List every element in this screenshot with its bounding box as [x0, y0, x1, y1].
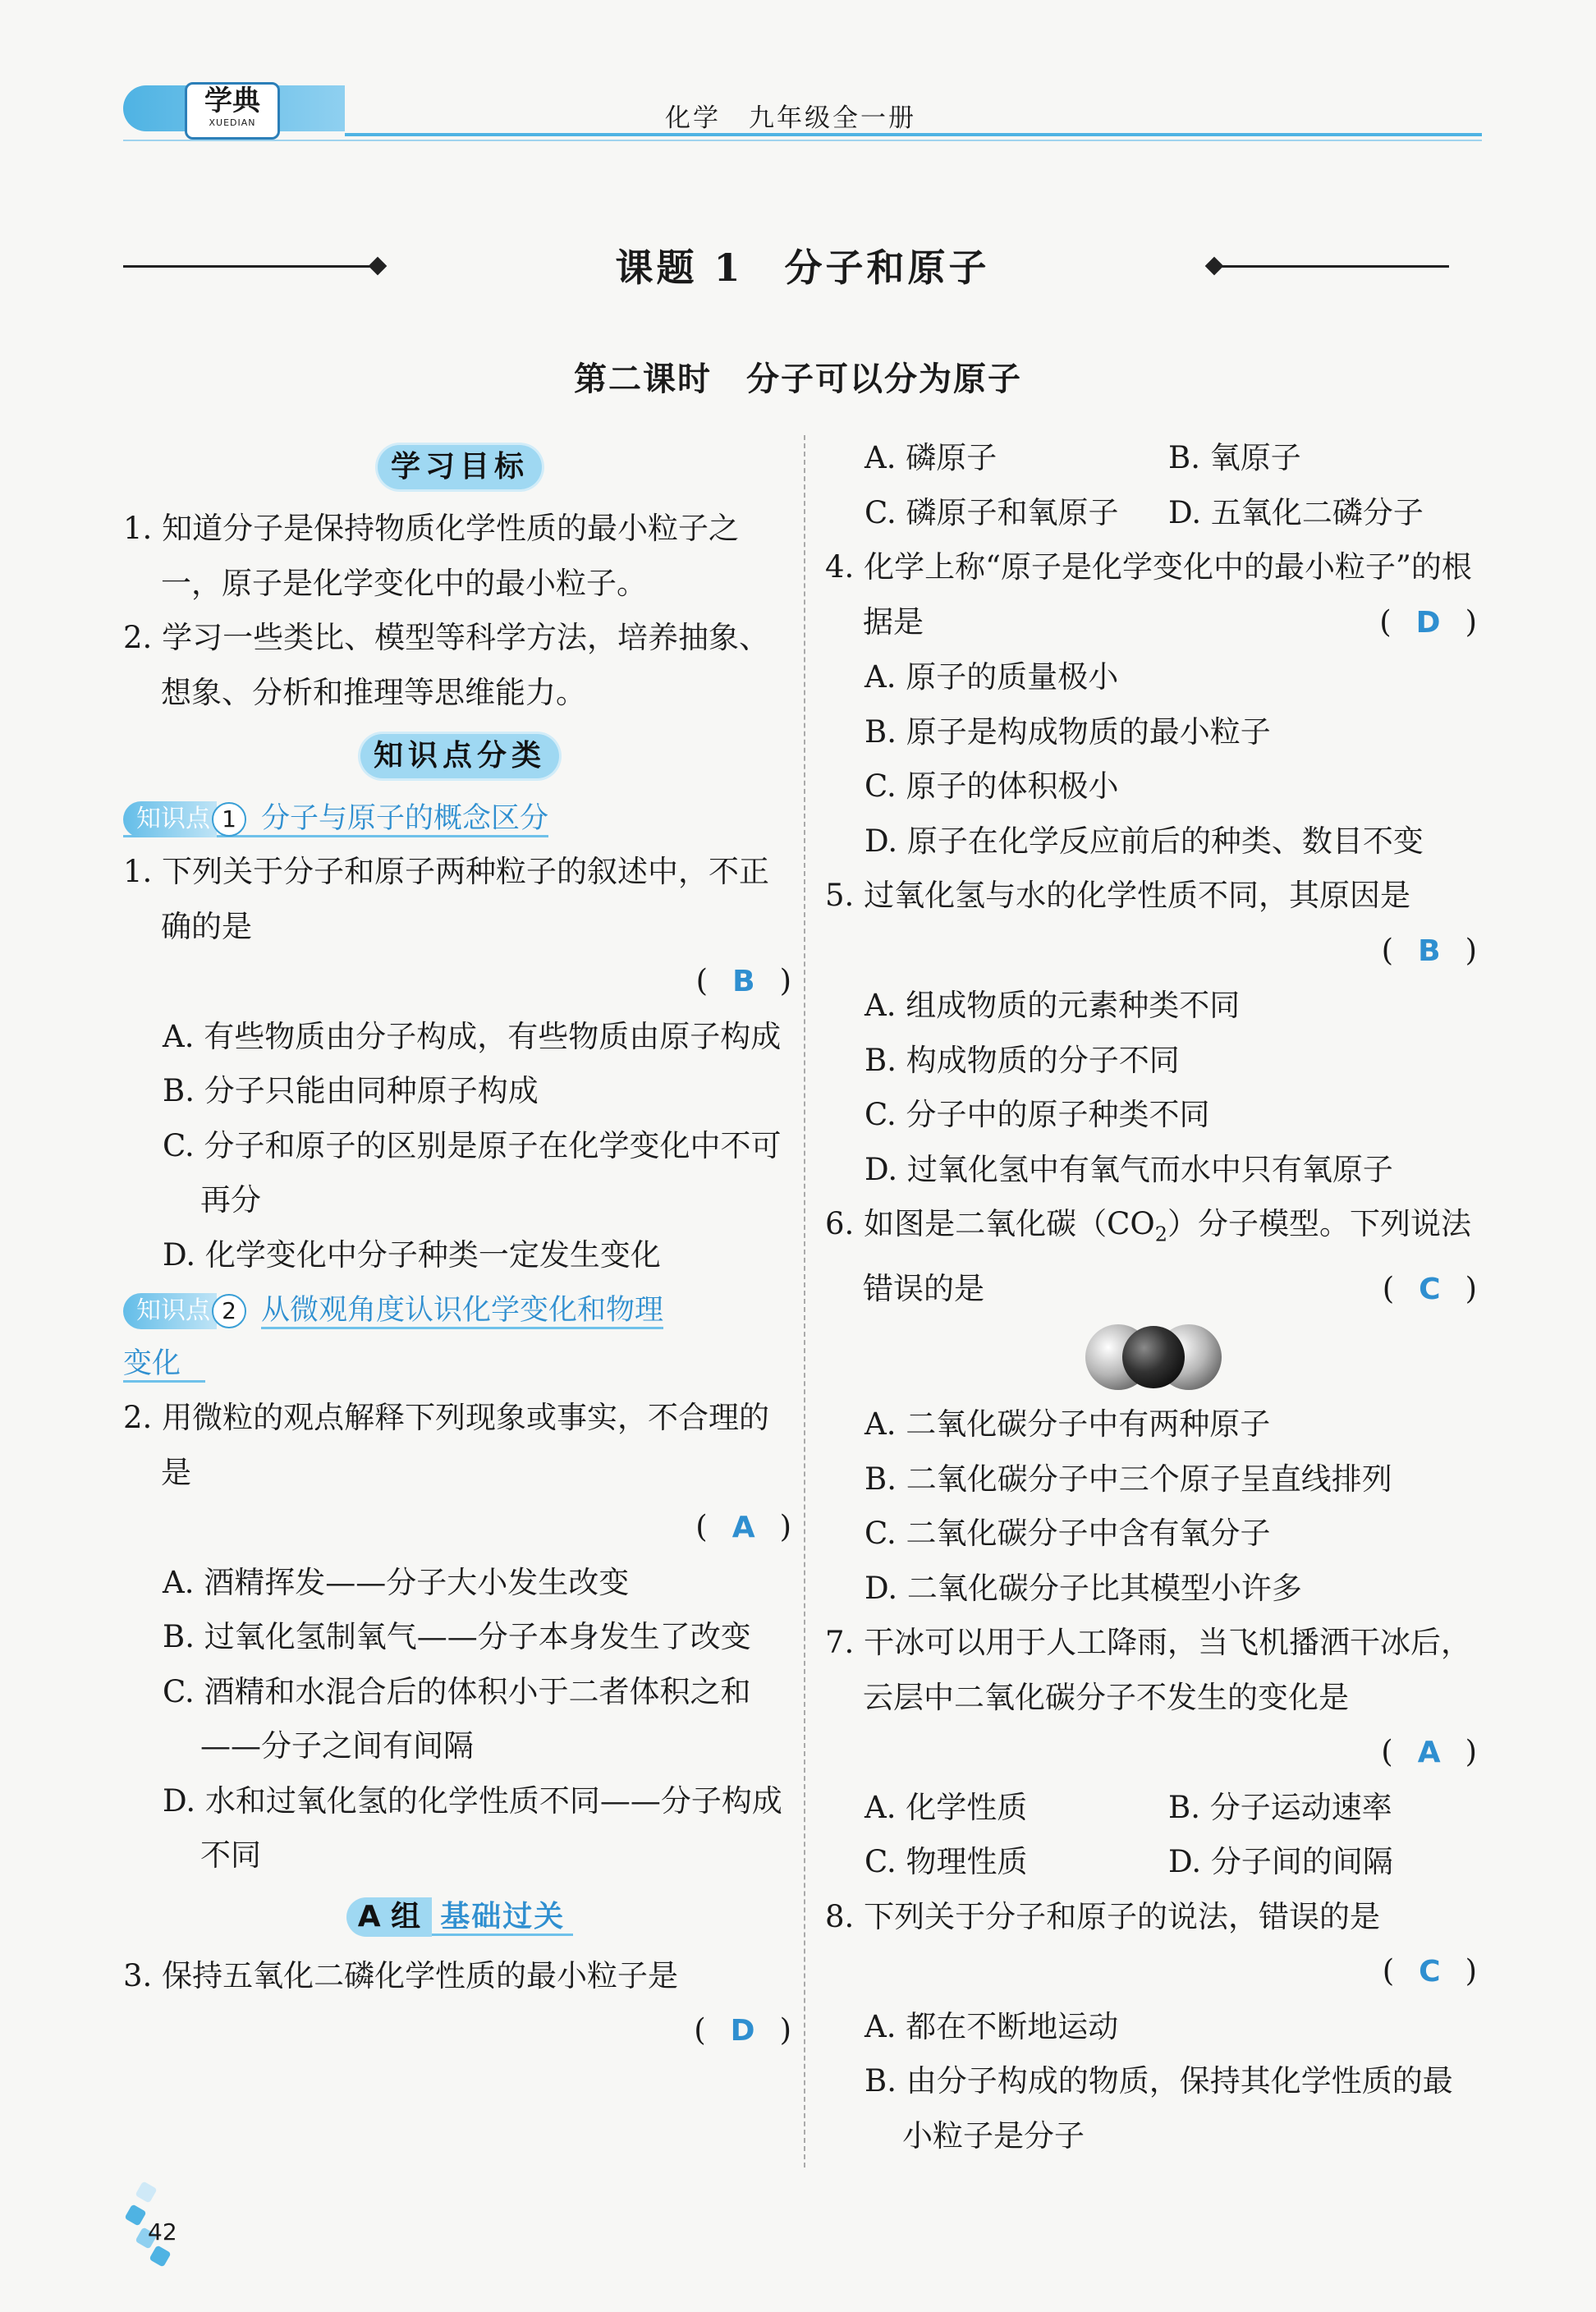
logo-english: XUEDIAN: [209, 117, 256, 128]
answer-bracket: ( A ): [1381, 1734, 1477, 1770]
kp-tag: 知识点: [123, 1293, 217, 1329]
lesson-title-row: [123, 238, 1482, 296]
option: C. 磷原子和氧原子: [864, 494, 1119, 530]
option: A. 磷原子: [864, 440, 998, 475]
option-row: [825, 1781, 1482, 1836]
option: D. 五氧化二磷分子: [1168, 494, 1424, 530]
kp-title: 从微观角度认识化学变化和物理: [261, 1294, 663, 1329]
answer-bracket: ( C ): [1382, 1270, 1477, 1306]
answer-bracket: ( D ): [694, 2012, 791, 2048]
group-title: 基础过关: [432, 1900, 573, 1936]
question-stem: 1. 下列关于分子和原子两种粒子的叙述中，不正确的是: [123, 854, 770, 944]
publisher-logo: [185, 82, 280, 140]
option: C. 分子中的原子种类不同: [864, 1097, 1210, 1132]
option: D. 原子在化学反应前后的种类、数目不变: [864, 823, 1424, 859]
option: A. 二氧化碳分子中有两种原子: [864, 1406, 1271, 1443]
option: B. 构成物质的分子不同: [864, 1042, 1180, 1078]
answer: B: [1418, 934, 1441, 968]
answer-bracket: ( B ): [695, 963, 791, 998]
option: A. 有些物质由分子构成，有些物质由原子构成: [163, 1018, 782, 1054]
option-row: [825, 1835, 1482, 1890]
goal-item: 2. 学习一些类比、模型等科学方法，培养抽象、想象、分析和推理等思维能力。: [123, 620, 770, 710]
option: A. 都在不断地运动: [864, 2008, 1119, 2044]
page-number: 42: [148, 2218, 177, 2245]
group-tag: A 组: [346, 1897, 432, 1937]
question-stem: 3. 保持五氧化二磷化学性质的最小粒子是: [123, 1957, 679, 1993]
option: D. 水和过氧化氢的化学性质不同——分子构成不同: [163, 1782, 782, 1873]
lesson-subtitle: 第二课时 分子可以分为原子: [574, 360, 1022, 398]
question-stem: 4. 化学上称“原子是化学变化中的最小粒子”的根据是: [825, 549, 1472, 640]
option: B. 分子运动速率: [1168, 1789, 1392, 1825]
kp-tag: 知识点: [123, 801, 217, 837]
option: A. 化学性质: [864, 1789, 1028, 1825]
answer: A: [1417, 1736, 1441, 1770]
answer: B: [732, 965, 755, 998]
knowledge-point-2: [123, 1282, 796, 1337]
knowledge-point-1: [123, 791, 796, 845]
option: D. 二氧化碳分子比其模型小许多: [864, 1570, 1302, 1606]
co2-molecule-icon: [1084, 1320, 1223, 1394]
option: D. 分子间的间隔: [1168, 1844, 1393, 1880]
lesson-title: 课题 1 分子和原子: [615, 245, 990, 290]
option: A. 组成物质的元素种类不同: [864, 988, 1241, 1023]
kp-number: 2: [212, 1294, 246, 1328]
answer-bracket: ( C ): [1382, 1953, 1477, 1989]
kp-title-continued: 变化: [123, 1337, 796, 1391]
option-row: [825, 431, 1482, 486]
kp-number: 1: [212, 802, 246, 837]
option: B. 分子只能由同种原子构成: [163, 1073, 539, 1108]
right-column: [825, 431, 1482, 2163]
question-stem: 6. 如图是二氧化碳$(CO_2)$分子模型。下列说法错误的是: [825, 1206, 1471, 1306]
hexagon-icon: [124, 2204, 146, 2226]
goals-heading: 学习目标: [123, 439, 796, 493]
hexagon-icon: [135, 2181, 157, 2203]
answer-bracket: ( B ): [1381, 932, 1477, 968]
option: D. 过氧化氢中有氧气而水中只有氧原子: [864, 1151, 1393, 1187]
option: B. 原子是构成物质的最小粒子: [864, 713, 1271, 750]
answer: C: [1419, 1955, 1441, 1989]
option: B. 二氧化碳分子中三个原子呈直线排列: [864, 1461, 1392, 1497]
answer: D: [1415, 605, 1441, 640]
knowledge-points-heading: 知识点分类: [123, 728, 796, 782]
co2-molecule-model: [825, 1317, 1482, 1397]
option: C. 二氧化碳分子中含有氧分子: [864, 1516, 1271, 1552]
column-divider: [804, 435, 805, 2168]
hexagon-icon: [149, 2245, 171, 2267]
goal-item: 1. 知道分子是保持物质化学性质的最小粒子之一，原子是化学变化中的最小粒子。: [123, 511, 740, 601]
option: C. 分子和原子的区别是原子在化学变化中不可再分: [163, 1127, 782, 1218]
option: B. 由分子构成的物质，保持其化学性质的最小粒子是分子: [864, 2063, 1453, 2154]
option: C. 酒精和水混合后的体积小于二者体积之和——分子之间有间隔: [163, 1673, 751, 1764]
option: C. 原子的体积极小: [864, 768, 1119, 804]
answer-bracket: ( A ): [695, 1509, 791, 1544]
group-heading: [123, 1883, 796, 1949]
answer: C: [1419, 1272, 1441, 1306]
book-title: 化学 九年级全一册: [665, 103, 916, 133]
header-rule-thin: [123, 140, 1482, 141]
question-stem: 7. 干冰可以用于人工降雨，当飞机播洒干冰后，云层中二氧化碳分子不发生的变化是: [825, 1625, 1472, 1715]
answer: D: [730, 2014, 755, 2048]
option: A. 原子的质量极小: [864, 659, 1119, 695]
question-stem: 8. 下列关于分子和原子的说法，错误的是: [825, 1898, 1381, 1934]
option: A. 酒精挥发——分子大小发生改变: [163, 1564, 630, 1600]
answer-bracket: ( D ): [1379, 603, 1477, 640]
question-stem: 5. 过氧化氢与水的化学性质不同，其原因是: [825, 878, 1411, 913]
answer: A: [732, 1511, 755, 1544]
option: B. 氧原子: [1168, 440, 1301, 475]
left-column: [123, 431, 796, 2059]
title-rule-right: [1215, 265, 1449, 268]
option: C. 物理性质: [864, 1844, 1028, 1880]
option: D. 化学变化中分子种类一定发生变化: [163, 1236, 661, 1273]
option: B. 过氧化氢制氧气——分子本身发生了改变: [163, 1619, 751, 1654]
option-row: [825, 486, 1482, 541]
question-stem: 2. 用微粒的观点解释下列现象或事实，不合理的是: [123, 1400, 770, 1490]
kp-title: 分子与原子的概念区分: [261, 802, 549, 836]
logo-chinese: 学典: [204, 85, 260, 117]
